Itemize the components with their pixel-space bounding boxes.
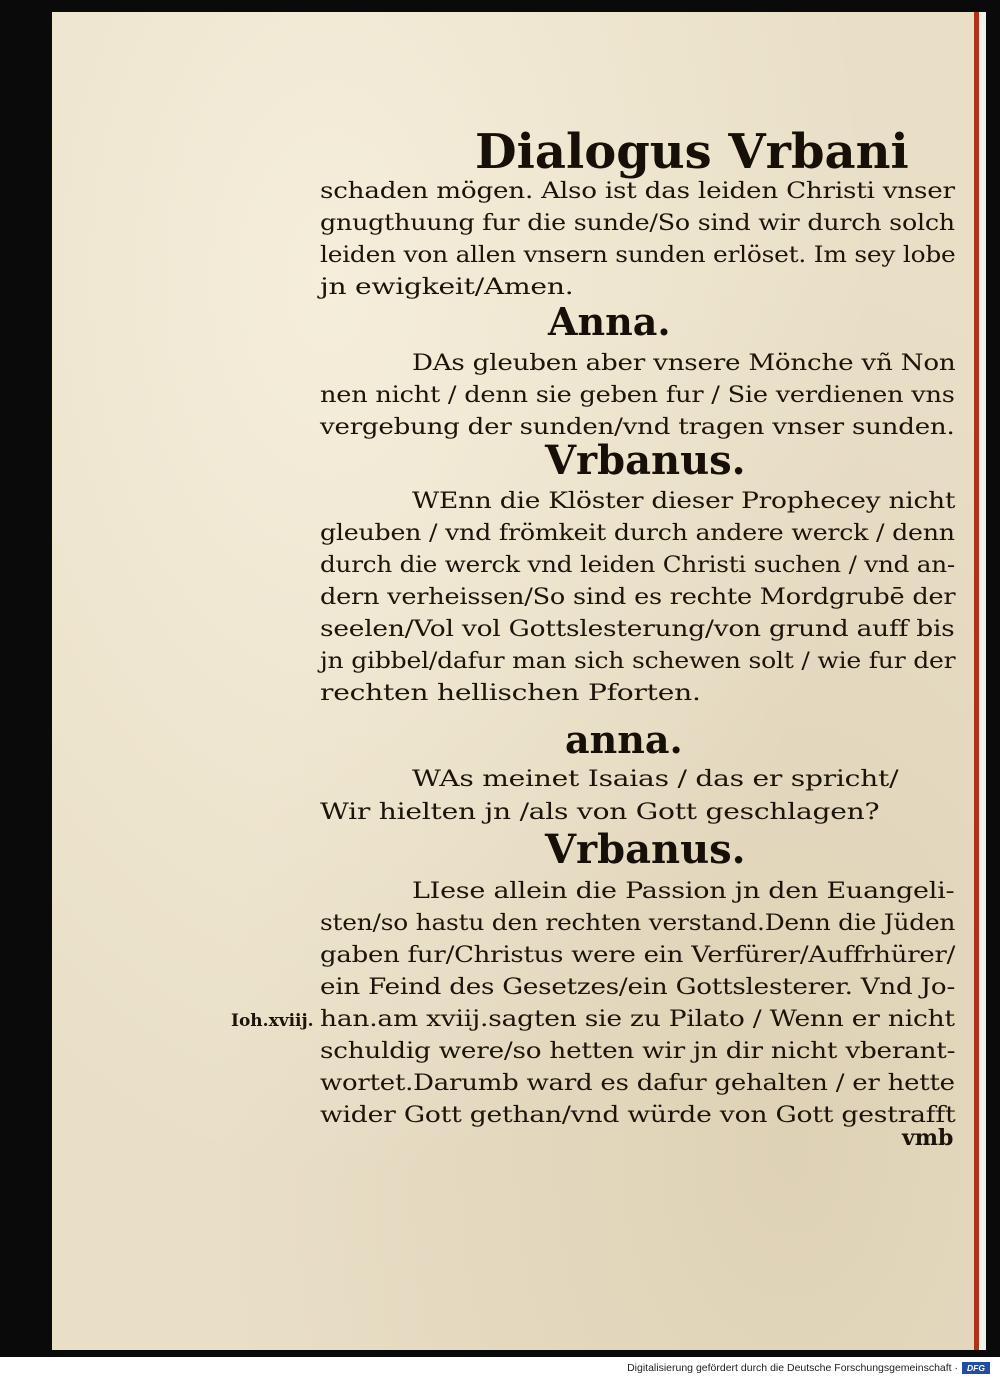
text-line: wortet.Darumb ward es dafur gehalten / er hette — [320, 1070, 955, 1096]
text-line: vergebung der sunden/vnd tragen vnser sunden. — [320, 414, 955, 440]
speaker-anna: Anna. — [548, 299, 671, 344]
page-edge-white — [979, 12, 986, 1350]
text-line: WAs meinet Isaias / das er spricht/ — [412, 766, 899, 792]
text-line: leiden von allen vnsern sunden erlöset. Im sey lobe — [320, 242, 956, 268]
dfg-logo-icon: DFG — [962, 1362, 990, 1374]
text-line: dern verheissen/So sind es rechte Mordgrubē der — [320, 584, 956, 610]
text-line: ein Feind des Gesetzes/ein Gottslesterer. Vnd Jo- — [320, 974, 956, 1000]
catchword: vmb — [902, 1125, 954, 1151]
text-line: han.am xviij.sagten sie zu Pilato / Wenn er nicht — [320, 1006, 955, 1032]
text-line: sten/so hastu den rechten verstand.Denn die Jüden — [320, 910, 956, 936]
speaker-vrbanus: Vrbanus. — [545, 437, 746, 484]
footer-credit: Digitalisierung gefördert durch die Deutsche Forschungsgemeinschaft · — [627, 1362, 958, 1374]
text-line: schuldig were/so hetten wir jn dir nicht vberant- — [320, 1038, 956, 1064]
text-line: gnugthuung fur die sunde/So sind wir durch solch — [320, 210, 955, 236]
running-head: Dialogus Vrbani — [475, 124, 909, 180]
text-line: jn gibbel/dafur man sich schewen solt / wie fur der — [320, 648, 956, 674]
text-line: DAs gleuben aber vnsere Mönche vñ Non — [412, 350, 956, 376]
speaker-anna: anna. — [565, 717, 683, 762]
text-line: WEnn die Klöster dieser Prophecey nicht — [412, 488, 956, 514]
text-line: durch die werck vnd leiden Christi suchen / vnd an- — [320, 552, 955, 578]
text-line: wider Gott gethan/vnd würde von Gott gestrafft — [320, 1102, 956, 1128]
text-line: gaben fur/Christus were ein Verfürer/Auffrhürer/ — [320, 942, 956, 968]
text-line: nen nicht / denn sie geben fur / Sie verdienen vns — [320, 382, 955, 408]
text-line: LIese allein die Passion jn den Euangeli- — [412, 878, 955, 904]
text-line: rechten hellischen Pforten. — [320, 680, 701, 706]
text-line: jn ewigkeit/Amen. — [320, 274, 574, 300]
speaker-vrbanus: Vrbanus. — [545, 826, 746, 873]
margin-note: Ioh.xviij. — [231, 1011, 314, 1031]
text-line: seelen/Vol vol Gottslesterung/von grund auff bis — [320, 616, 955, 642]
text-line: schaden mögen. Also ist das leiden Christi vnser — [320, 178, 955, 204]
text-line: gleuben / vnd frömkeit durch andere werck / denn — [320, 520, 955, 546]
text-line: Wir hielten jn /als von Gott geschlagen? — [320, 799, 880, 825]
